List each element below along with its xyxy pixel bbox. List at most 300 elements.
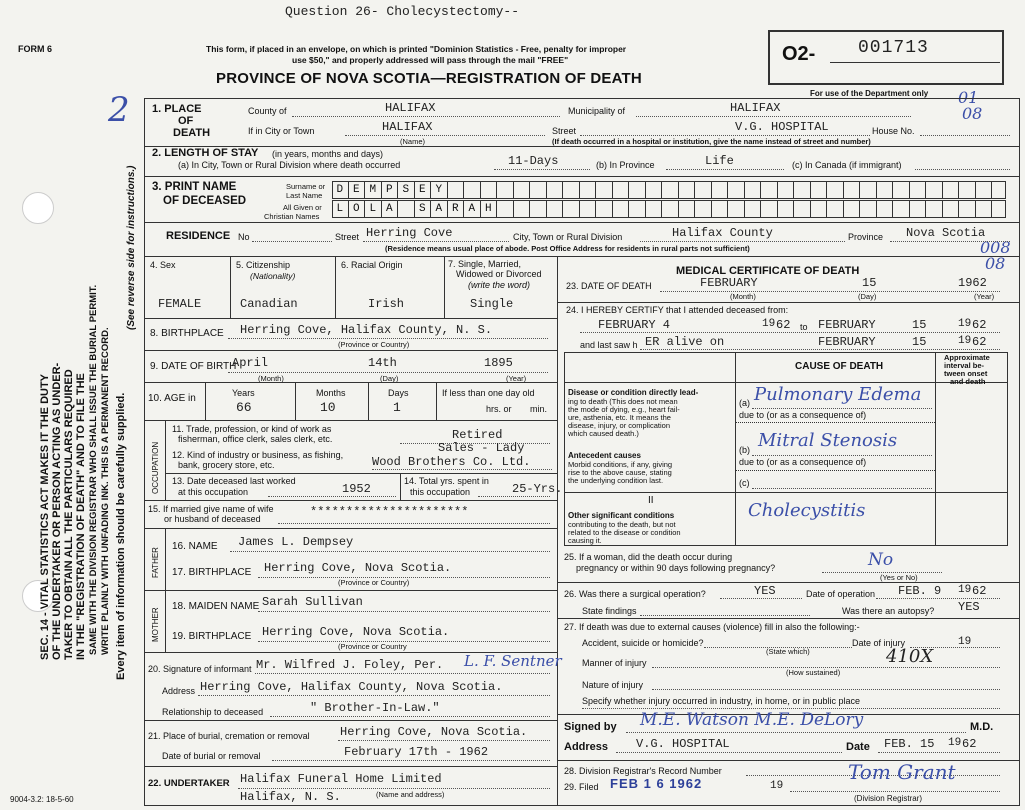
dob-day: 14th (368, 356, 397, 370)
last-worked-value: 1952 (342, 482, 371, 496)
days-value: 1 (393, 400, 401, 415)
given-cell (662, 201, 679, 217)
months-value: 10 (320, 400, 336, 415)
given-cell (976, 201, 993, 217)
given-cell (646, 201, 663, 217)
given-cell: A (382, 201, 399, 217)
cause-a-value: Pulmonary Edema (754, 384, 922, 405)
surname-cell (530, 182, 547, 198)
dob-year-note: (Year) (506, 374, 527, 383)
stay-note: (in years, months and days) (272, 149, 384, 159)
given-cell: H (481, 201, 498, 217)
given-cell (860, 201, 877, 217)
street-label: Street (552, 126, 577, 136)
relationship-value: " Brother-In-Law." (310, 701, 440, 715)
sidebar-line: SEC. 14 - VITAL STATISTICS ACT MAKES IT THE DUTY (39, 373, 51, 660)
to-day: 15 (912, 318, 927, 332)
dept-code: 01 (958, 88, 979, 107)
surname-cell (464, 182, 481, 198)
stay-c-label: (c) In Canada (if immigrant) (792, 160, 902, 170)
given-cell: A (431, 201, 448, 217)
from-year: 62 (776, 318, 791, 332)
given-cell (910, 201, 927, 217)
autopsy-label: Was there an autopsy? (842, 606, 935, 616)
given-cell (695, 201, 712, 217)
dod-label: 23. DATE OF DEATH (566, 281, 652, 291)
industry-value: Wood Brothers Co. Ltd. (372, 455, 531, 469)
sidebar-line: IN THE "REGISTRATION OF DEATH" AND TO FILE THE (75, 373, 87, 660)
disease-label: the mode of dying, e.g., heart fail- (568, 405, 680, 414)
to-month: FEBRUARY (818, 318, 876, 332)
residence-no-label: No (238, 232, 250, 242)
birthplace-note: (Province or Country) (338, 340, 410, 349)
surname-cell (481, 182, 498, 198)
given-cell (629, 201, 646, 217)
given-cell (547, 201, 564, 217)
city-label: If in City or Town (248, 126, 315, 136)
specify-label: Specify whether injury occurred in industry, in home, or in public place (582, 696, 860, 706)
surname-cell: D (332, 182, 349, 198)
racial-value: Irish (368, 297, 405, 311)
given-label: Christian Names (264, 212, 320, 221)
given-cell (943, 201, 960, 217)
registrar-signature: Tom Grant (848, 760, 956, 784)
dob-label: 9. DATE OF BIRTH (150, 361, 237, 372)
surname-cell (860, 182, 877, 198)
surname-cell: E (349, 182, 366, 198)
mother-birthplace: Herring Cove, Nova Scotia. (262, 625, 450, 639)
house-label: House No. (872, 126, 915, 136)
surname-cell (811, 182, 828, 198)
informant-sig-label: 20. Signature of informant (148, 664, 252, 674)
given-cell (728, 201, 745, 217)
manner-label: Manner of injury (582, 658, 647, 668)
cause-a-due: due to (or as a consequence of) (739, 410, 867, 420)
marital-label: 7. Single, Married, (448, 259, 522, 269)
registration-prefix: O2- (782, 43, 816, 65)
sidebar-line: (See reverse side for instructions.) (126, 165, 137, 330)
violence-label: 27. If death was due to external causes (violence) fill in also the following:- (564, 622, 860, 632)
county-label: County of (248, 106, 287, 116)
father-note: (Province or Country) (338, 578, 410, 587)
other-label: Other significant conditions (568, 511, 675, 520)
city-value: HALIFAX (382, 120, 433, 134)
dod-month-note: (Month) (730, 292, 756, 301)
stay-b-value: Life (705, 154, 734, 168)
to-century: 19 (958, 318, 972, 330)
surname-cell (893, 182, 910, 198)
trade-value: Retired (452, 428, 503, 442)
saw-day: 15 (912, 335, 927, 349)
stay-label: 2. LENGTH OF STAY (152, 147, 259, 159)
relationship-label: Relationship to deceased (162, 707, 264, 717)
surname-label: Surname or (286, 182, 326, 191)
given-cell: A (464, 201, 481, 217)
min-label: min. (530, 404, 548, 414)
surname-cell (514, 182, 531, 198)
surname-cell (629, 182, 646, 198)
surname-cell (679, 182, 696, 198)
interval-label: and death (950, 377, 986, 386)
industry-label: bank, grocery store, etc. (178, 460, 275, 470)
residence-city-label: City, Town or Rural Division (513, 232, 623, 242)
sex-value: FEMALE (158, 297, 202, 311)
address-label: Address (564, 741, 609, 753)
marital-value: Single (470, 297, 514, 311)
envelope-note: This form, if placed in an envelope, on which is printed "Dominion Statistics - Free, penalty for improper (206, 44, 627, 54)
other-label: related to the disease or condition (568, 528, 681, 537)
given-cell (398, 201, 415, 217)
undertaker-name: Halifax Funeral Home Limited (240, 772, 442, 786)
months-label: Months (316, 388, 346, 398)
surname-cell (596, 182, 613, 198)
surname-cell (695, 182, 712, 198)
md-label: M.D. (970, 721, 994, 733)
nature-label: Nature of injury (582, 680, 644, 690)
question-note: Question 26- Cholecystectomy-- (285, 4, 520, 19)
filed-century: 19 (770, 780, 784, 792)
last-worked-label: at this occupation (178, 487, 249, 497)
total-value: 25-Yrs. (512, 482, 563, 496)
given-cell (514, 201, 531, 217)
municipality-value: HALIFAX (730, 101, 781, 115)
dept-use-label: For use of the Department only (810, 89, 929, 98)
filed-stamp: FEB 1 6 1962 (610, 776, 703, 791)
op-century: 19 (958, 584, 972, 596)
given-cell (679, 201, 696, 217)
cause-title: CAUSE OF DEATH (795, 361, 884, 372)
undertaker-note: (Name and address) (376, 790, 445, 799)
cause-b-value: Mitral Stenosis (758, 430, 898, 451)
dept-code: 08 (962, 104, 983, 123)
accident-label: Accident, suicide or homicide? (582, 638, 704, 648)
dept-code: 08 (985, 254, 1006, 273)
street-value: V.G. HOSPITAL (735, 120, 829, 134)
cause-b-label: (b) (739, 445, 750, 455)
given-cell (745, 201, 762, 217)
surname-cell (959, 182, 976, 198)
mother-maiden: Sarah Sullivan (262, 595, 363, 609)
saw-century: 19 (958, 335, 972, 347)
given-cell (926, 201, 943, 217)
residence-note: (Residence means usual place of abode. Post Office Address for residents in rural parts not sufficient) (385, 244, 750, 253)
burial-place: Herring Cove, Nova Scotia. (340, 725, 528, 739)
residence-city: Halifax County (672, 226, 773, 240)
surname-cell (728, 182, 745, 198)
surname-cell: Y (431, 182, 448, 198)
years-value: 66 (236, 400, 252, 415)
hospital-note: (If death occurred in a hospital or institution, give the name instead of street and number) (552, 137, 871, 146)
name-label: OF DECEASED (163, 195, 247, 207)
dod-day-note: (Day) (858, 292, 877, 301)
less-label: If less than one day old (442, 388, 535, 398)
trade-label: fisherman, office clerk, sales clerk, etc. (178, 434, 333, 444)
given-cell: L (365, 201, 382, 217)
state-which-note: (State which) (766, 647, 810, 656)
disease-label: Disease or condition directly lead- (568, 388, 699, 397)
given-cell: R (448, 201, 465, 217)
envelope-note: use $50," and properly addressed will pass through the mail "FREE" (292, 55, 569, 65)
total-label: 14. Total yrs. spent in (404, 476, 489, 486)
certify-label: 24. I HEREBY CERTIFY that I attended deceased from: (566, 305, 789, 315)
residence-label: RESIDENCE (166, 230, 231, 242)
marital-label: (write the word) (468, 280, 531, 290)
op-year: 62 (972, 584, 987, 598)
residence-street-label: Street (335, 232, 360, 242)
surname-cell (547, 182, 564, 198)
place-label: 1. PLACE (152, 103, 202, 115)
surname-cell (662, 182, 679, 198)
given-cell (613, 201, 630, 217)
residence-province-label: Province (848, 232, 884, 242)
father-name: James L. Dempsey (238, 535, 354, 549)
to-year: 62 (972, 318, 987, 332)
autopsy-value: YES (958, 600, 980, 614)
registration-number: 001713 (858, 38, 929, 58)
op-date: FEB. 9 (898, 584, 942, 598)
sidebar-line: SAME WITH THE DIVISION REGISTRAR WHO SHALL ISSUE THE BURIAL PERMIT. (88, 284, 99, 655)
how-note: (How sustained) (786, 668, 841, 677)
place-label: OF (178, 115, 194, 127)
signed-label: Signed by (564, 721, 617, 733)
surname-cell (745, 182, 762, 198)
total-label: this occupation (410, 487, 471, 497)
municipality-label: Municipality of (568, 106, 626, 116)
birthplace-label: 8. BIRTHPLACE (150, 328, 224, 339)
given-cell: S (415, 201, 432, 217)
surname-cell (827, 182, 844, 198)
form-number: FORM 6 (18, 44, 53, 54)
date-year: 62 (962, 737, 977, 751)
spouse-label: or husband of deceased (164, 514, 261, 524)
undertaker-label: 22. UNDERTAKER (148, 778, 230, 789)
years-label: Years (232, 388, 255, 398)
surname-cell (778, 182, 795, 198)
surname-cell (877, 182, 894, 198)
woman-value: No (868, 550, 894, 570)
cause-c-label: (c) (739, 478, 750, 488)
surname-cell (563, 182, 580, 198)
injury-date-label: Date of injury (852, 638, 906, 648)
given-cell (893, 201, 910, 217)
given-cell: L (332, 201, 349, 217)
filed-label: 29. Filed (564, 782, 599, 792)
sidebar-line: TAKER TO OBTAIN ALL THE PARTICULARS REQUIRED (63, 369, 75, 660)
cause-b-due: due to (or as a consequence of) (739, 457, 867, 467)
antecedent-label: Antecedent causes (568, 451, 641, 460)
surname-cell (943, 182, 960, 198)
age-label: 10. AGE in (148, 393, 196, 404)
findings-label: State findings (582, 606, 637, 616)
sidebar-line: OF THE UNDERTAKER OR PERSON ACTING AS UNDER- (51, 362, 63, 660)
margin-mark: 2 (108, 90, 130, 130)
citizenship-note: (Nationality) (250, 271, 296, 281)
surname-cell (580, 182, 597, 198)
given-cell (712, 201, 729, 217)
surname-cell (926, 182, 943, 198)
other-label: causing it. (568, 536, 602, 545)
spouse-value: ********************** (310, 505, 469, 519)
given-cell (580, 201, 597, 217)
signed-value: M.E. Watson M.E. DeLory (640, 710, 864, 730)
given-cell (761, 201, 778, 217)
given-cell (959, 201, 976, 217)
dod-year-note: (Year) (974, 292, 995, 301)
date-value: FEB. 15 (884, 737, 935, 751)
interval-label: Approximate (944, 353, 990, 362)
county-value: HALIFAX (385, 101, 436, 115)
father-birthplace-label: 17. BIRTHPLACE (172, 567, 252, 578)
surgery-label: 26. Was there a surgical operation? (564, 589, 706, 599)
given-label: All Given or (283, 203, 322, 212)
surname-cell (761, 182, 778, 198)
trade-label: 11. Trade, profession, or kind of work as (172, 424, 332, 434)
antecedent-label: the underlying condition last. (568, 476, 664, 485)
undertaker-city: Halifax, N. S. (240, 790, 341, 804)
father-birthplace: Herring Cove, Nova Scotia. (264, 561, 452, 575)
surname-cell (976, 182, 993, 198)
saw-month: FEBRUARY (818, 335, 876, 349)
saw-value: ER alive on (645, 335, 725, 349)
informant-sig: Mr. Wilfred J. Foley, Per. (256, 658, 444, 672)
other-label: contributing to the death, but not (568, 520, 676, 529)
surname-cell (613, 182, 630, 198)
surname-cell (844, 182, 861, 198)
given-cell (497, 201, 514, 217)
date-label: Date (846, 741, 870, 753)
mother-birthplace-label: 19. BIRTHPLACE (172, 631, 252, 642)
form-code: 9004-3.2: 18-5-60 (10, 795, 74, 804)
days-label: Days (388, 388, 409, 398)
other-roman: II (648, 495, 654, 506)
stay-b-label: (b) In Province (596, 160, 655, 170)
surname-cells (332, 182, 992, 198)
dob-month-note: (Month) (258, 374, 284, 383)
medical-title: MEDICAL CERTIFICATE OF DEATH (676, 265, 860, 277)
woman-label: pregnancy or within 90 days following pregnancy? (576, 563, 776, 573)
residence-province: Nova Scotia (906, 226, 986, 240)
industry-label: 12. Kind of industry or business, as fishing, (172, 450, 344, 460)
form-title: PROVINCE OF NOVA SCOTIA—REGISTRATION OF DEATH (216, 70, 642, 87)
disease-label: which caused death.) (568, 429, 639, 438)
father-side-label: FATHER (151, 547, 160, 578)
sex-label: 4. Sex (150, 260, 176, 270)
surname-cell: P (382, 182, 399, 198)
from-month: FEBRUARY 4 (598, 318, 671, 332)
surname-cell: S (398, 182, 415, 198)
informant-hand-sig: L. F. Sentner (464, 652, 562, 670)
given-cell: O (349, 201, 366, 217)
from-century: 19 (762, 318, 776, 330)
surname-cell: E (415, 182, 432, 198)
sidebar-line: WRITE PLAINLY WITH UNFADING INK. THIS IS A PERMANENT RECORD. (100, 327, 111, 655)
spouse-label: 15. If married give name of wife (148, 504, 274, 514)
given-cell (877, 201, 894, 217)
date-century: 19 (948, 737, 962, 749)
burial-place-label: 21. Place of burial, cremation or removal (148, 731, 310, 741)
disease-label: disease, injury, or complication (568, 421, 670, 430)
name-label: 3. PRINT NAME (152, 181, 237, 193)
dob-year: 1895 (484, 356, 513, 370)
interval-label: interval be- (944, 361, 985, 370)
record-label: 28. Division Registrar's Record Number (564, 766, 722, 776)
given-cell (794, 201, 811, 217)
other-value: Cholecystitis (748, 500, 866, 521)
antecedent-label: Morbid conditions, if any, giving (568, 460, 673, 469)
citizenship-value: Canadian (240, 297, 298, 311)
to-label: to (800, 322, 808, 332)
woman-note: (Yes or No) (880, 573, 918, 582)
place-label: DEATH (173, 127, 211, 139)
given-cell (530, 201, 547, 217)
hrs-label: hrs. or (486, 404, 512, 414)
dept-code: 008 (980, 238, 1011, 257)
surname-cell (794, 182, 811, 198)
given-cells (332, 201, 992, 217)
dod-month: FEBRUARY (700, 276, 758, 290)
dod-year: 1962 (958, 276, 987, 290)
address-value: V.G. HOSPITAL (636, 737, 730, 751)
given-cell (827, 201, 844, 217)
given-cell (596, 201, 613, 217)
woman-label: 25. If a woman, did the death occur during (564, 552, 733, 562)
father-name-label: 16. NAME (172, 541, 218, 552)
informant-address: Herring Cove, Halifax County, Nova Scotia. (200, 680, 503, 694)
burial-date: February 17th - 1962 (344, 745, 489, 759)
marital-label: Widowed or Divorced (456, 269, 542, 279)
given-cell (563, 201, 580, 217)
surname-cell: M (365, 182, 382, 198)
saw-year: 62 (972, 335, 987, 349)
manner-value: 410X (886, 646, 934, 667)
citizenship-label: 5. Citizenship (236, 260, 291, 270)
surgery-value: YES (754, 584, 776, 598)
residence-street: Herring Cove (366, 226, 453, 240)
name-note: (Name) (400, 137, 426, 146)
surname-label: Last Name (286, 191, 323, 200)
dod-day: 15 (862, 276, 877, 290)
given-cell (844, 201, 861, 217)
stay-a-label: (a) In City, Town or Rural Division where death occurred (178, 160, 401, 170)
trade-value: Sales - Lady (438, 441, 525, 455)
disease-label: ing to death (This does not mean (568, 397, 678, 406)
occupation-side-label: OCCUPATION (151, 441, 160, 494)
saw-label: and last saw h (580, 340, 638, 350)
given-cell (811, 201, 828, 217)
antecedent-label: rise to the above cause, stating (568, 468, 672, 477)
informant-address-label: Address (162, 686, 196, 696)
mother-side-label: MOTHER (151, 607, 160, 642)
surname-cell (497, 182, 514, 198)
punch-hole-top (22, 192, 54, 224)
interval-label: tween onset (944, 369, 988, 378)
injury-century: 19 (958, 636, 972, 648)
surname-cell (448, 182, 465, 198)
dob-month: April (232, 356, 269, 370)
dob-day-note: (Day) (380, 374, 399, 383)
disease-label: ure, asthenia, etc. It means the (568, 413, 671, 422)
sidebar-line: Every item of information should be carefully supplied. (115, 392, 127, 680)
burial-date-label: Date of burial or removal (162, 751, 261, 761)
registrar-note: (Division Registrar) (854, 794, 923, 803)
racial-label: 6. Racial Origin (341, 260, 403, 270)
cause-a-label: (a) (739, 398, 750, 408)
surname-cell (910, 182, 927, 198)
last-worked-label: 13. Date deceased last worked (172, 476, 296, 486)
mother-maiden-label: 18. MAIDEN NAME (172, 601, 260, 612)
birthplace-value: Herring Cove, Halifax County, N. S. (240, 323, 493, 337)
given-cell (778, 201, 795, 217)
